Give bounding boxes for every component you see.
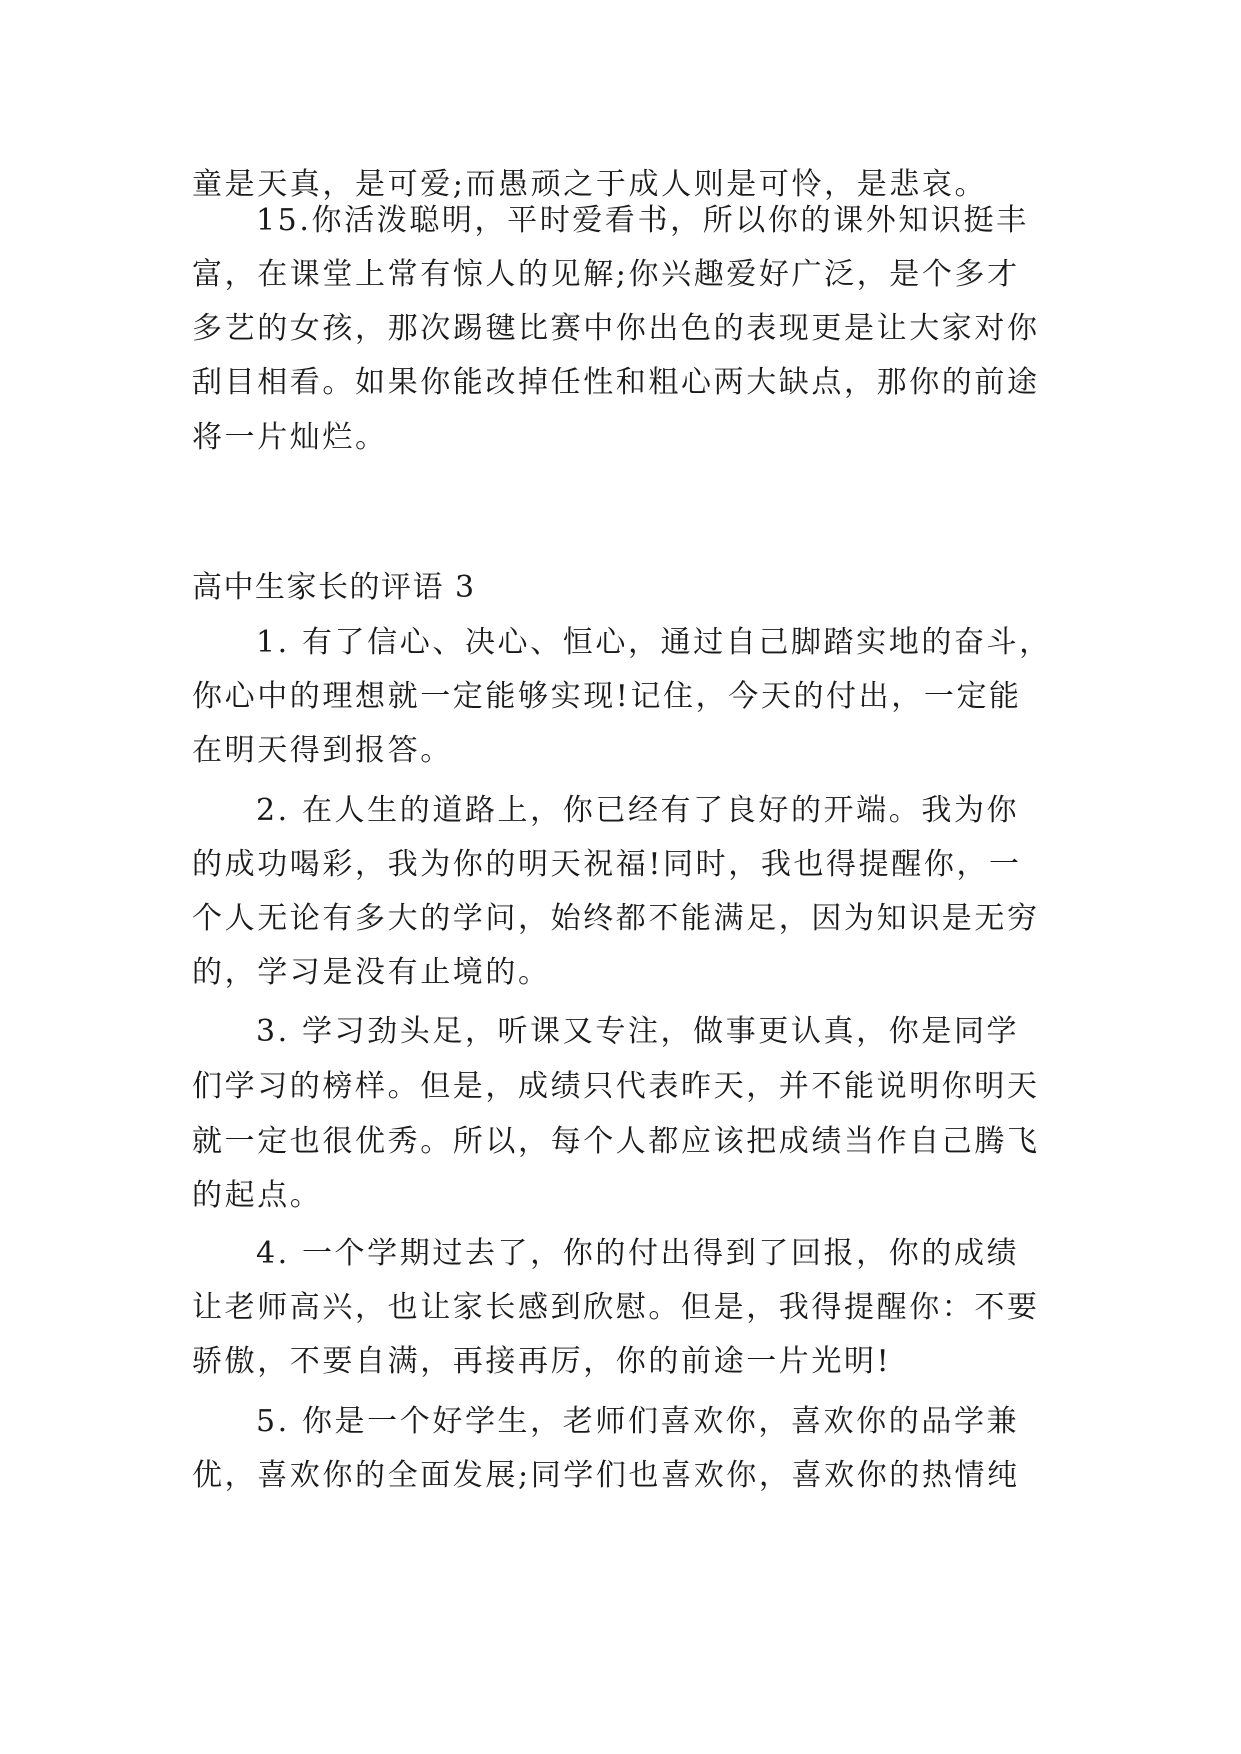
text-line: 3. 学习劲头足，听课又专注，做事更认真，你是同学 xyxy=(256,1014,1020,1049)
text-line: 在明天得到报答。 xyxy=(192,733,453,768)
text-line: 刮目相看。如果你能改掉任性和粗心两大缺点，那你的前途 xyxy=(192,365,1040,400)
text-line: 4. 一个学期过去了，你的付出得到了回报，你的成绩 xyxy=(256,1236,1020,1271)
text-line: 将一片灿烂。 xyxy=(192,420,388,455)
text-line: 们学习的榜样。但是，成绩只代表昨天，并不能说明你明天 xyxy=(192,1069,1040,1104)
text-line: 15.你活泼聪明，平时爱看书，所以你的课外知识挺丰 xyxy=(256,203,1029,238)
section-heading: 高中生家长的评语 3 xyxy=(192,570,476,605)
text-line: 的起点。 xyxy=(192,1178,323,1213)
text-line: 的成功喝彩，我为你的明天祝福!同时，我也得提醒你，一 xyxy=(192,847,1022,882)
text-line: 让老师高兴，也让家长感到欣慰。但是，我得提醒你：不要 xyxy=(192,1290,1040,1325)
text-line: 1. 有了信心、决心、恒心，通过自己脚踏实地的奋斗， xyxy=(256,625,1052,660)
text-line: 就一定也很优秀。所以，每个人都应该把成绩当作自己腾飞 xyxy=(192,1124,1040,1159)
text-line: 你心中的理想就一定能够实现!记住，今天的付出，一定能 xyxy=(192,679,1022,714)
text-line: 个人无论有多大的学问，始终都不能满足，因为知识是无穷 xyxy=(192,901,1040,936)
text-line: 多艺的女孩，那次踢毽比赛中你出色的表现更是让大家对你 xyxy=(192,311,1040,346)
text-line: 童是天真，是可爱;而愚顽之于成人则是可怜，是悲哀。 xyxy=(192,167,988,202)
text-line: 骄傲，不要自满，再接再厉，你的前途一片光明! xyxy=(192,1344,892,1379)
text-line: 5. 你是一个好学生，老师们喜欢你，喜欢你的品学兼 xyxy=(256,1404,1020,1439)
text-line: 富，在课堂上常有惊人的见解;你兴趣爱好广泛，是个多才 xyxy=(192,257,1020,292)
text-line: 2. 在人生的道路上，你已经有了良好的开端。我为你 xyxy=(256,793,1020,828)
text-line: 的，学习是没有止境的。 xyxy=(192,955,551,990)
text-line: 优，喜欢你的全面发展;同学们也喜欢你，喜欢你的热情纯 xyxy=(192,1458,1020,1493)
